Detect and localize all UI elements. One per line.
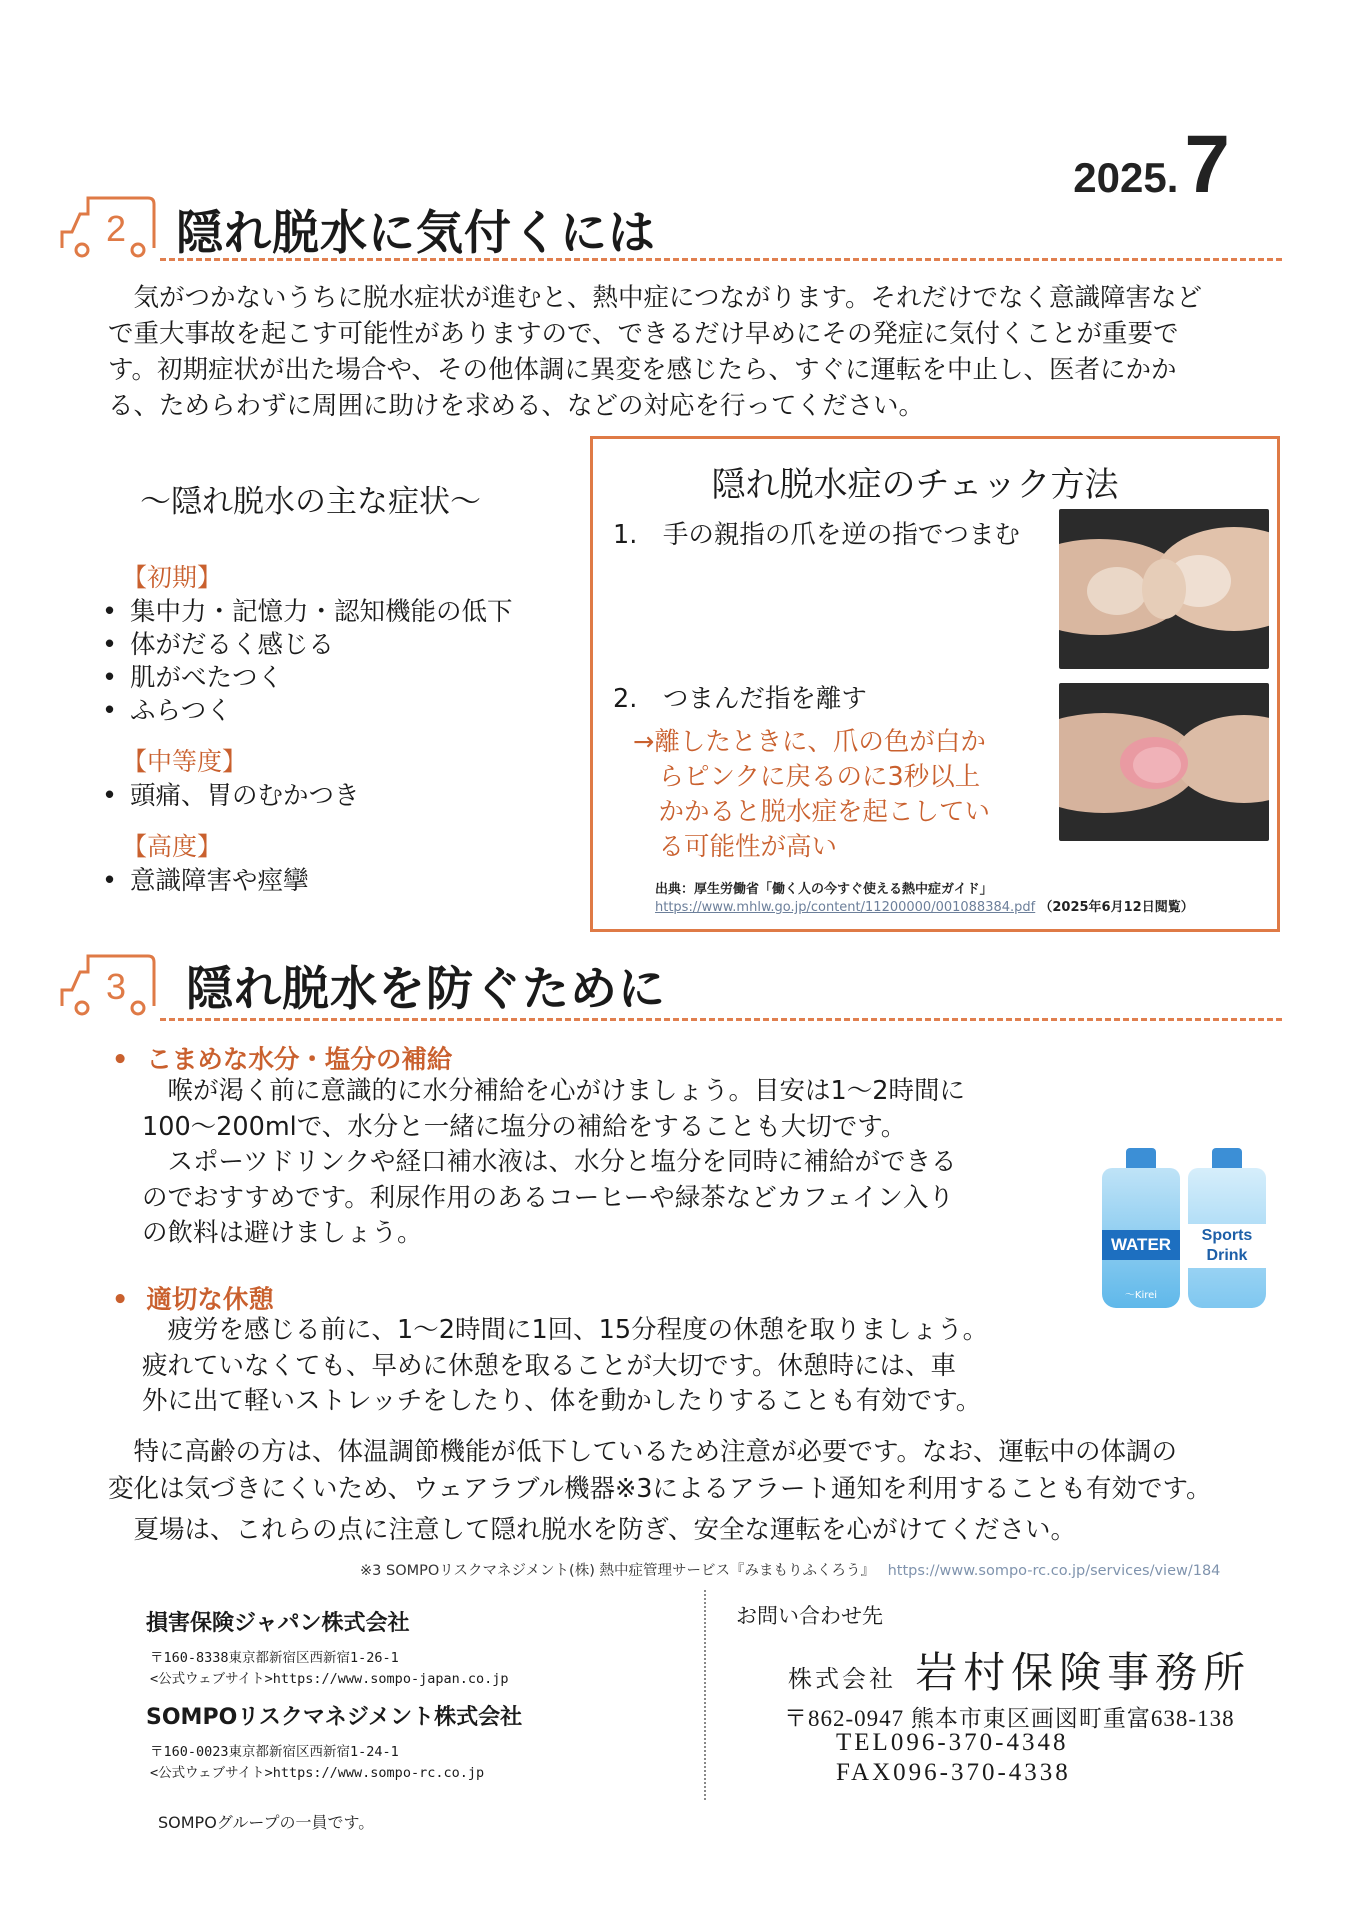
agency-tel[interactable]: TEL096-370-4348 xyxy=(836,1729,1069,1756)
section-number: 3 xyxy=(106,966,127,1007)
issue-year: 2025. xyxy=(1073,154,1179,201)
hydration-heading-text: こまめな水分・塩分の補給 xyxy=(146,1045,453,1075)
source-date: （2025年6月12日閲覧） xyxy=(1039,900,1194,915)
contact-label: お問い合わせ先 xyxy=(736,1604,883,1628)
symptom-item: • 意識障害や痙攣 xyxy=(98,865,568,898)
sports-drink-bottle xyxy=(1188,1168,1266,1308)
symptom-item: • 頭痛、胃のむかつき xyxy=(98,780,568,813)
check-step-1: 1. 手の親指の爪を逆の指でつまむ xyxy=(613,520,1020,550)
company-address: 〒160-0023東京都新宿区西新宿1-24-1 xyxy=(150,1744,399,1760)
note-line: かかると脱水症を起こしてい xyxy=(633,797,991,827)
section-title: 隠れ脱水に気付くには xyxy=(176,206,656,261)
check-result-note xyxy=(633,725,990,865)
bottle-cap xyxy=(1212,1148,1242,1168)
body-line: 喉が渇く前に意識的に水分補給を心がけましょう。目安は1～2時間に xyxy=(142,1076,965,1106)
company-info xyxy=(150,1648,508,1690)
body-line: の飲料は避けましょう。 xyxy=(142,1218,423,1248)
source-label: 出典：厚生労働省「働く人の今すぐ使える熱中症ガイド」 xyxy=(655,882,993,897)
agency-kind: 株式会社 xyxy=(788,1667,896,1693)
body-line: 疲れていなくても、早めに休憩を取ることが大切です。休憩時には、車 xyxy=(142,1350,956,1381)
sports-label-line: Drink xyxy=(1206,1247,1248,1264)
note-line: →離したときに、爪の色が白か xyxy=(633,727,986,757)
note-line: らピンクに戻るのに3秒以上 xyxy=(633,762,981,792)
company-address: 〒160-8338東京都新宿区西新宿1-26-1 xyxy=(150,1650,399,1666)
section-number: 2 xyxy=(106,208,127,249)
check-method-box xyxy=(590,436,1280,932)
body-line: スポーツドリンクや経口補水液は、水分と塩分を同時に補給ができる xyxy=(142,1147,957,1177)
note-line: る可能性が高い xyxy=(633,832,838,862)
footnote xyxy=(360,1559,1220,1580)
agency-phone-block xyxy=(836,1728,1071,1788)
hydration-paragraph xyxy=(142,1074,1042,1252)
symptom-item: • 体がだるく感じる xyxy=(98,629,568,662)
footnote-text: ※3 SOMPOリスクマネジメント(株) 熱中症管理サービス『みまもりふくろう』 xyxy=(360,1563,875,1579)
bullet: • xyxy=(112,1285,129,1315)
issue-month: 7 xyxy=(1184,119,1230,210)
water-bottle xyxy=(1102,1168,1180,1308)
agency-address: 〒862-0947 熊本市東区画図町重富638-138 xyxy=(784,1706,1235,1731)
drink-bottles-illustration xyxy=(1100,1146,1270,1316)
intro-line: す。初期症状が出た場合や、その他体調に異変を感じたら、すぐに運転を中止し、医者にかか xyxy=(108,355,1177,385)
body-line: 疲労を感じる前に、1～2時間に1回、15分程度の休憩を取りましょう。 xyxy=(142,1315,989,1345)
symptom-item: • ふらつく xyxy=(98,695,568,728)
symptom-item: • 肌がべたつく xyxy=(98,662,568,695)
rest-heading xyxy=(112,1280,274,1316)
sports-label xyxy=(1188,1224,1266,1268)
water-label: WATER xyxy=(1102,1230,1180,1260)
footnote-link[interactable]: https://www.sompo-rc.co.jp/services/view/184 xyxy=(887,1563,1221,1579)
intro-line: 気がつかないうちに脱水症状が進むと、熱中症につながります。それだけでなく意識障害など xyxy=(108,283,1202,313)
intro-line: る、ためらわずに周囲に助けを求める、などの対応を行ってください。 xyxy=(108,391,925,421)
body-line: のでおすすめです。利尿作用のあるコーヒーや緑茶などカフェイン入り xyxy=(142,1182,954,1213)
body-line: 外に出て軽いストレッチをしたり、体を動かしたりすることも有効です。 xyxy=(142,1386,982,1416)
company-web[interactable]: <公式ウェブサイト>https://www.sompo-japan.co.jp xyxy=(150,1671,509,1687)
symptom-item: • 集中力・記憶力・認知機能の低下 xyxy=(98,596,568,629)
rest-heading-text: 適切な休憩 xyxy=(146,1285,274,1315)
company-name: 損害保険ジャパン株式会社 xyxy=(146,1611,410,1636)
company-info xyxy=(150,1742,484,1784)
section-title: 隠れ脱水を防ぐために xyxy=(186,962,666,1017)
check-title: 隠れ脱水症のチェック方法 xyxy=(711,465,1119,505)
symptoms-list xyxy=(98,558,568,898)
agency-fax: FAX096-370-4338 xyxy=(836,1759,1071,1786)
thumb-pinch-photo xyxy=(1059,509,1269,669)
body-line: 夏場は、これらの点に注意して隠れ脱水を防ぎ、安全な運転を心がけてください。 xyxy=(108,1515,1076,1545)
section-divider xyxy=(160,1018,1282,1021)
truck-section-icon xyxy=(58,950,158,1016)
source-citation xyxy=(655,881,1275,917)
symptoms-title: ～隠れ脱水の主な症状～ xyxy=(140,484,481,520)
body-line: 特に高齢の方は、体温調節機能が低下しているため注意が必要です。なお、運転中の体調の xyxy=(108,1437,1177,1467)
issue-date xyxy=(1073,118,1230,212)
sports-label-line: Sports xyxy=(1201,1227,1253,1244)
section-divider xyxy=(160,258,1282,261)
symptom-category: 【中等度】 xyxy=(122,747,248,776)
company-name: SOMPOリスクマネジメント株式会社 xyxy=(146,1705,523,1730)
closing-paragraph xyxy=(108,1434,1308,1549)
bottle-brand: ～Kirei xyxy=(1124,1290,1158,1301)
footer-divider xyxy=(704,1590,706,1800)
source-link[interactable]: https://www.mhlw.go.jp/content/11200000/001088384.pdf xyxy=(655,900,1036,915)
agency-name: 岩村保険事務所 xyxy=(915,1651,1252,1697)
bullet: • xyxy=(112,1045,129,1075)
agency-name-block xyxy=(788,1640,1251,1700)
company-web[interactable]: <公式ウェブサイト>https://www.sompo-rc.co.jp xyxy=(150,1765,485,1781)
intro-paragraph xyxy=(108,280,1278,424)
body-line: 100～200mlで、水分と一緒に塩分の補給をすることも大切です。 xyxy=(142,1111,907,1142)
rest-paragraph xyxy=(142,1313,1082,1420)
truck-section-icon xyxy=(58,192,158,258)
group-tagline: SOMPOグループの一員です。 xyxy=(158,1813,375,1832)
intro-line: で重大事故を起こす可能性がありますので、できるだけ早めにその発症に気付くことが重要で xyxy=(108,319,1179,349)
symptom-category: 【高度】 xyxy=(122,832,223,861)
check-step-2: 2. つまんだ指を離す xyxy=(613,684,867,714)
hydration-heading xyxy=(112,1040,452,1076)
nail-release-photo xyxy=(1059,683,1269,841)
symptom-category: 【初期】 xyxy=(122,563,223,592)
body-line: 変化は気づきにくいため、ウェアラブル機器※3によるアラート通知を利用することも有効です。 xyxy=(108,1474,1212,1504)
bottle-cap xyxy=(1126,1148,1156,1168)
